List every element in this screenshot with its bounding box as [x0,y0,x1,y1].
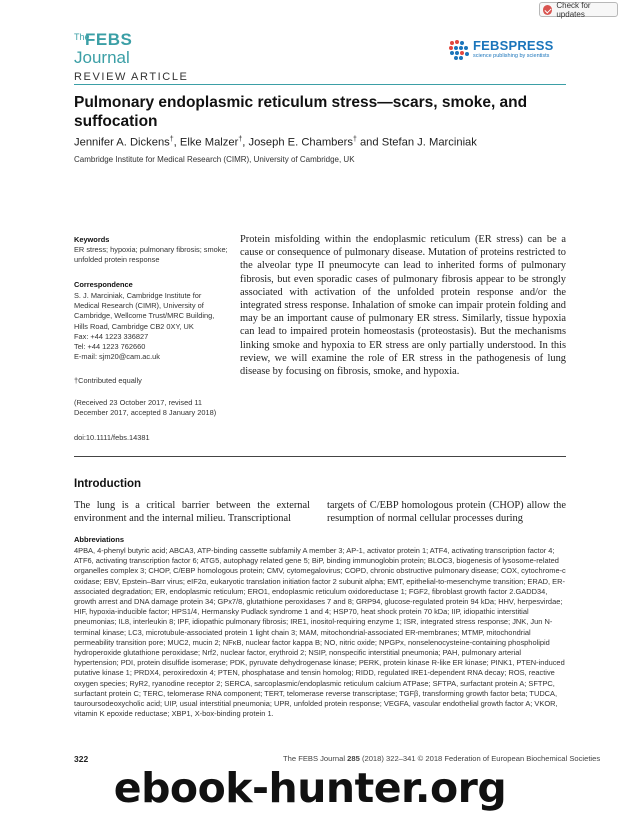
citation-suffix: (2018) 322–341 © 2018 Federation of European Biochemical Societies [359,754,601,763]
check-for-updates-button[interactable] [539,2,618,17]
correspondence-heading: Correspondence [74,280,133,289]
article-title: Pulmonary endoplasmic reticulum stress—scars, smoke, and suffocation [74,94,528,130]
author-separator: and [356,136,382,149]
correspondence-email[interactable]: E-mail: sjm20@cam.ac.uk [74,352,160,362]
abbreviations-heading: Abbreviations [74,535,125,544]
correspondence-line: Hills Road, Cambridge CB2 0XY, UK [74,321,194,331]
contributed-equally-note: †Contributed equally [74,376,142,385]
author-name: Stefan J. Marciniak [381,136,477,149]
author-separator: , [173,136,180,149]
check-icon [543,5,552,15]
introduction-heading: Introduction [74,478,142,490]
citation-prefix: The FEBS Journal [283,754,348,763]
author-footnote-mark: † [238,136,243,143]
correspondence-line: Cambridge, Wellcome Trust/MRC Building, [74,311,215,321]
correspondence-address [74,291,234,362]
abstract: Protein misfolding within the endoplasmic reticulum (ER stress) can be a cause or consequence of pulmonary disease. Mutation of proteins restricted to the alveolar type II pneumocyte can lead to inherited forms of pulmonary fibrosis, but even sporadic cases of pulmonary fibrosis appear to be strongly associated with activation of the unfolded protein response and/or the integrated stress response. Inhalation of smoke can impair protein folding and may be an important cause of pulmonary ER stress. Similarly, tissue hypoxia can lead to impaired protein homeostasis (proteostasis). But the mechanisms linking smoke and hypoxia to ER stress are only partially understood. In this review, we will examine the role of ER stress in the pathogenesis of lung disease by focusing on fibrosis, smoke, and hypoxia. [240,234,566,378]
author-list [74,136,566,149]
journal-citation [283,754,601,763]
abbreviations-text: 4PBA, 4-phenyl butyric acid; ABCA3, ATP-binding cassette subfamily A member 3; AP-1, activator protein 1; ATF4, activating transcription factor 4; ATF6, activating transcription factor 6; ATG5, autophagy related gene 5; BiP, binding immunoglobin protein; BLOC3, biogenesis of lysosome-related organelles complex 3; CHOP, C/EBP homologous protein; CMV, cytomegalovirus; COPD, chronic obstructive pulmonary disease; COX, cytochrome-c oxidase; EBV, Epstein–Barr virus; eIF2α, eukaryotic translation initiation factor 2 subunit alpha; EMT, epithelial-to-mesenchyme transition; ERAD, ER-associated degradation; ER, endoplasmic reticulum; ERO1, endoplasmic reticulum oxidoreductase 1; FGF2, fibroblast growth factor 2.GADD34, growth arrest and DNA damage protein 34; GPx7/8, glutathione peroxidases 7 and 8; GRP94, glucose-regulated protein 94 kDa; HHV, herpesvirdae; HIF, hypoxia-inducible factor; HPS1/4, Hermansky Pudlack syndrome 1 and 4; HSP70, heat shock protein 70 kDa; IIP, idiopathic interstitial pneumonias; IL8, interleukin 8; IPF, idiopathic pulmonary fibrosis; IRE1, inositol-requiring enzyme 1; ISR, integrated stress response; JNK, Jun N-terminal kinase; LC3, microtubule-associated protein 1 light chain 3; MAM, mitochondrial-associated ER-membranes; MTMP, mitochondrial permeability transition pore; MUC2, mucin 2; NFκB, nuclear factor kappa B; NO, nitric oxide; NPGPx, nonselenocysteine-containing phospholipid hydroperoxide glutathione peroxidase; Nrf2, nuclear factor, erythroid 2; NSIP, nonspecific interstitial pneumonia; PAH, pulmonary arterial hypertension; PDI, protein disulfide isomerase; PDK, pyruvate dehydrogenase kinase; PERK, protein kinase R-like ER kinase; PINK1, PTEN-induced putative kinase 1; PRDX4, peroxiredoxin 4; PTEN, phosphatase and tensin homolog; RIDD, regulated IRE1-dependent RNA decay; ROS, reactive oxygen species; RyR2, ryanodine receptor 2; SERCA, sarcoplasmic/endoplasmic reticulum calcium ATPase; SFTPA, surfactant protein A; SFTPC, surfactant protein C; TERC, telomerase RNA component; TERT, telomerase reverse transcriptase; TGFβ, transforming growth factor beta; TUDCA, tauroursodeoxycholic acid; UIP, usual interstitial pneumonia; UPR, unfolded protein response; VEGFA, vascular endothelial growth factor A; VKOR, vitamin K epoxide reductase; XBP1, X-box-binding protein 1. [74,546,566,719]
correspondence-line: S. J. Marciniak, Cambridge Institute for [74,291,202,300]
page-number: 322 [74,754,89,764]
publisher-name: FEBSPRESS [473,38,554,53]
author-footnote-mark: † [352,136,357,143]
correspondence-fax: Fax: +44 1223 336827 [74,331,149,341]
abstract-divider [74,456,566,457]
check-for-updates-label: Check for updates [556,0,591,19]
watermark: ebook-hunter.org [113,764,507,812]
section-label: REVIEW ARTICLE [74,71,189,83]
journal-logo-the: The [74,32,90,42]
doi-link[interactable]: doi:10.1111/febs.14381 [74,433,150,442]
introduction-right-column: targets of C/EBP homologous protein (CHOP) allow the resumption of normal cellular processes during [327,500,566,524]
received-dates: (Received 23 October 2017, revised 11 December 2017, accepted 8 January 2018) [74,398,217,418]
author-separator: , [242,136,249,149]
publisher-logo [448,36,566,64]
journal-logo-journal: Journal [74,48,130,67]
author-name: Jennifer A. Dickens [74,136,170,149]
keywords: ER stress; hypoxia; pulmonary fibrosis; smoke; unfolded protein response [74,245,228,265]
introduction-left-column: The lung is a critical barrier between the external environment and the internal milieu. Transcriptional [74,500,310,524]
journal-logo [74,32,136,68]
correspondence-line: Medical Research (CIMR), University of [74,301,204,311]
journal-logo-febs: FEBS [85,30,133,49]
correspondence-tel: Tel: +44 1223 762660 [74,342,146,352]
header-divider [74,84,566,85]
author-name: Joseph E. Chambers [248,136,353,149]
author-footnote-mark: † [169,136,174,143]
publisher-tagline: science publishing by scientists [473,53,550,59]
citation-volume: 285 [347,754,360,763]
author-name: Elke Malzer [179,136,239,149]
febs-press-icon [448,39,470,61]
affiliation: Cambridge Institute for Medical Research (CIMR), University of Cambridge, UK [74,155,355,164]
keywords-heading: Keywords [74,235,110,244]
